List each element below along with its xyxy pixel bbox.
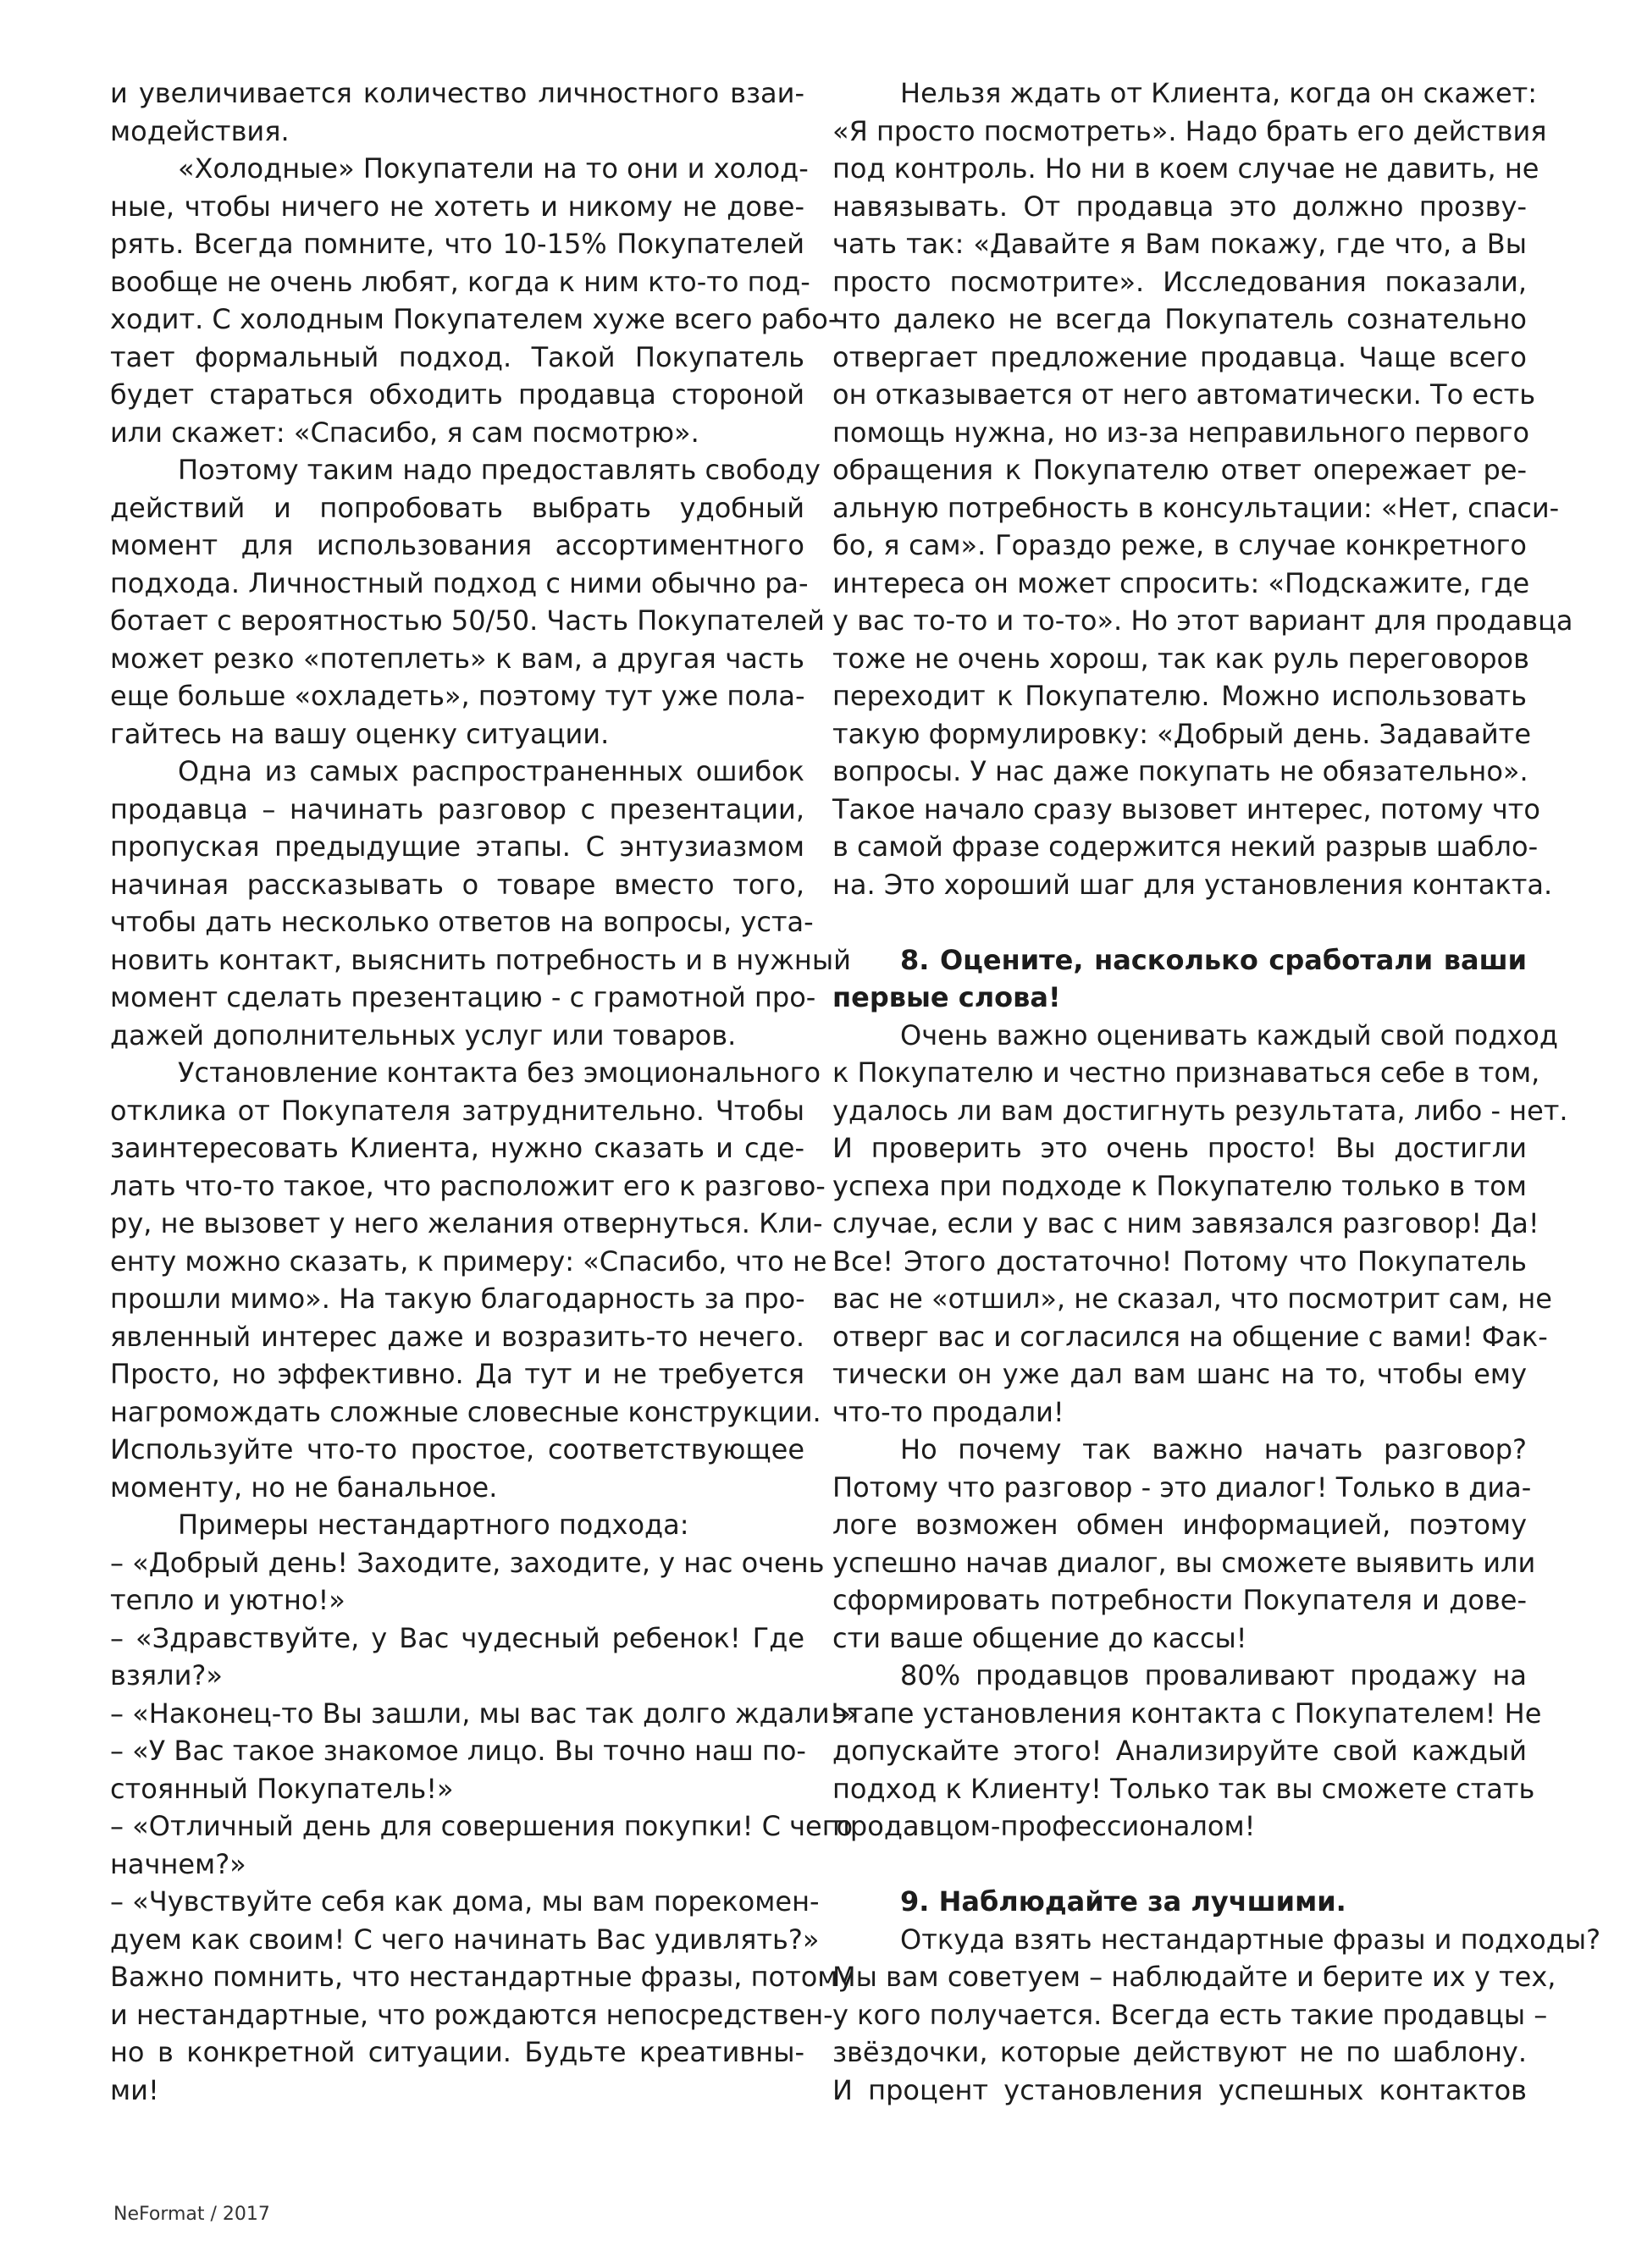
text-line: продавцом-профессионалом! (832, 1810, 1256, 1842)
text-line: лать что-то такое, что расположит его к разгово- (110, 1169, 826, 1202)
text-line: – «У Вас такое знакомое лицо. Вы точно наш по- (110, 1735, 806, 1767)
text-line: «Холодные» Покупатели на то они и холод- (178, 152, 809, 185)
text-line: у кого получается. Всегда есть такие продавцы – (832, 1998, 1548, 2031)
text-line: прошли мимо». На такую благодарность за про- (110, 1283, 805, 1315)
text-line: моменту, но не банальное. (110, 1471, 498, 1504)
text-line: И проверить это очень просто! Вы достигли (832, 1132, 1527, 1164)
text-line: 80% продавцов проваливают продажу на (900, 1659, 1527, 1691)
text-line: И процент установления успешных контактов (832, 2073, 1527, 2106)
text-line: – «Наконец-то Вы зашли, мы вас так долго ждали!» (110, 1697, 858, 1730)
text-line: Просто, но эффективно. Да тут и не требуется (110, 1358, 804, 1390)
text-line: Одна из самых распространенных ошибок (178, 755, 804, 787)
text-line: Нельзя ждать от Клиента, когда он скажет: (900, 77, 1538, 109)
text-line: Потому что разговор - это диалог! Только в диа- (832, 1471, 1532, 1504)
text-line: отвергает предложение продавца. Чаще всего (832, 340, 1527, 373)
text-line: тает формальный подход. Такой Покупатель (110, 340, 804, 373)
text-line: может резко «потеплеть» к вам, а другая часть (110, 642, 804, 675)
text-line: вообще не очень любят, когда к ним кто-то под- (110, 265, 810, 298)
text-line: пропуская предыдущие этапы. С энтузиазмом (110, 830, 804, 863)
section-heading-line: 8. Оцените, насколько сработали ваши (900, 943, 1527, 976)
text-line: тически он уже дал вам шанс на то, чтобы ему (832, 1358, 1527, 1390)
text-line: дуем как своим! С чего начинать Вас удивлять?» (110, 1923, 820, 1956)
text-line: он отказывается от него автоматически. То есть (832, 378, 1536, 411)
text-line: под контроль. Но ни в коем случае не давить, не (832, 152, 1539, 185)
text-line: случае, если у вас с ним завязался разговор! Да! (832, 1207, 1539, 1239)
text-line: этапе установления контакта с Покупателем! Не (832, 1697, 1542, 1730)
text-line: начиная рассказывать о товаре вместо того, (110, 868, 804, 901)
text-line: Все! Этого достаточно! Потому что Покупатель (832, 1244, 1527, 1277)
text-line: подход к Клиенту! Только так вы сможете стать (832, 1772, 1535, 1805)
text-line: звёздочки, которые действуют не по шаблону. (832, 2036, 1527, 2068)
text-line: на. Это хороший шаг для установления контакта. (832, 868, 1553, 901)
text-line: такую формулировку: «Добрый день. Задавайте (832, 717, 1531, 750)
text-line: гайтесь на вашу оценку ситуации. (110, 717, 610, 750)
text-line: енту можно сказать, к примеру: «Спасибо, что не (110, 1244, 827, 1277)
text-line: явленный интерес даже и возразить-то нечего. (110, 1320, 804, 1353)
text-line: момент для использования ассортиментного (110, 529, 804, 561)
text-line: тоже не очень хорош, так как руль переговоров (832, 642, 1529, 675)
text-line: взяли?» (110, 1659, 223, 1691)
text-line: Поэтому таким надо предоставлять свободу (178, 454, 821, 486)
text-line: сформировать потребности Покупателя и дове- (832, 1584, 1527, 1616)
text-line: модействия. (110, 114, 290, 147)
section-heading-line: первые слова! (832, 981, 1061, 1013)
paragraph-gap (832, 1846, 1527, 1884)
text-line: ботает с вероятностью 50/50. Часть Покупателей (110, 604, 825, 637)
text-line: – «Добрый день! Заходите, заходите, у нас очень (110, 1546, 825, 1579)
text-line: и нестандартные, что рождаются непосредствен- (110, 1998, 833, 2031)
text-line: чать так: «Давайте я Вам покажу, где что, а Вы (832, 228, 1527, 260)
text-line: Мы вам советуем – наблюдайте и берите их у тех, (832, 1961, 1556, 1993)
text-line: рять. Всегда помните, что 10-15% Покупателей (110, 228, 804, 260)
text-line: бо, я сам». Гораздо реже, в случае конкретного (832, 529, 1527, 561)
paragraph-gap (832, 903, 1527, 941)
text-line: сти ваше общение до кассы! (832, 1621, 1247, 1654)
text-line: помощь нужна, но из-за неправильного первого (832, 416, 1530, 449)
text-line: успешно начав диалог, вы сможете выявить или (832, 1546, 1536, 1579)
text-line: альную потребность в консультации: «Нет, спаси- (832, 491, 1560, 524)
text-line: ходит. С холодным Покупателем хуже всего рабо- (110, 303, 838, 335)
article-column-right (832, 74, 1601, 2109)
text-line: логе возможен обмен информацией, поэтому (832, 1509, 1527, 1541)
text-line: – «Здравствуйте, у Вас чудесный ребенок! Где (110, 1621, 804, 1654)
text-line: Примеры нестандартного подхода: (178, 1509, 689, 1541)
text-line: навязывать. От продавца это должно прозву- (832, 190, 1527, 223)
text-line: просто посмотрите». Исследования показали, (832, 265, 1527, 298)
text-line: нагромождать сложные словесные конструкции. (110, 1395, 821, 1428)
text-line: заинтересовать Клиента, нужно сказать и сде- (110, 1132, 804, 1164)
text-line: удалось ли вам достигнуть результата, либо - нет. (832, 1094, 1568, 1127)
text-line: Очень важно оценивать каждый свой подход (900, 1018, 1558, 1051)
text-line: отклика от Покупателя затруднительно. Чтобы (110, 1094, 804, 1127)
text-line: момент сделать презентацию - с грамотной про- (110, 981, 816, 1013)
text-line: Установление контакта без эмоционального (178, 1057, 821, 1089)
text-line: тепло и уютно!» (110, 1584, 345, 1616)
text-line: интереса он может спросить: «Подскажите, где (832, 566, 1530, 599)
text-line: Такое начало сразу вызовет интерес, потому что (832, 792, 1540, 825)
text-line: ные, чтобы ничего не хотеть и никому не дове- (110, 190, 804, 223)
text-line: начнем?» (110, 1847, 246, 1880)
text-line: Важно помнить, что нестандартные фразы, потому (110, 1961, 854, 1993)
text-line: чтобы дать несколько ответов на вопросы, уста- (110, 906, 814, 938)
text-line: к Покупателю и честно признаваться себе в том, (832, 1057, 1540, 1089)
text-line: вас не «отшил», не сказал, что посмотрит сам, не (832, 1283, 1552, 1315)
text-line: – «Чувствуйте себя как дома, мы вам порекомен- (110, 1885, 820, 1918)
text-line: подхода. Личностный подход с ними обычно ра- (110, 566, 809, 599)
text-line: что-то продали! (832, 1395, 1064, 1428)
text-line: успеха при подходе к Покупателю только в том (832, 1169, 1527, 1202)
text-line: действий и попробовать выбрать удобный (110, 491, 804, 524)
text-line: будет стараться обходить продавца стороной (110, 378, 804, 411)
text-line: новить контакт, выяснить потребность и в нужный (110, 943, 851, 976)
text-line: обращения к Покупателю ответ опережает ре- (832, 454, 1527, 486)
text-line: вопросы. У нас даже покупать не обязательно». (832, 755, 1528, 787)
text-line: дажей дополнительных услуг или товаров. (110, 1018, 737, 1051)
page-footer: NeFormat / 2017 (113, 2204, 270, 2225)
text-line: продавца – начинать разговор с презентации, (110, 792, 804, 825)
text-line: допускайте этого! Анализируйте свой каждый (832, 1735, 1527, 1767)
article-column-left (110, 74, 858, 2109)
text-line: Но почему так важно начать разговор? (900, 1433, 1527, 1465)
text-line: «Я просто посмотреть». Надо брать его действия (832, 114, 1547, 147)
section-heading-line: 9. Наблюдайте за лучшими. (900, 1885, 1346, 1918)
text-line: что далеко не всегда Покупатель сознательно (832, 303, 1527, 335)
text-line: стоянный Покупатель!» (110, 1772, 454, 1805)
text-line: или скажет: «Спасибо, я сам посмотрю». (110, 416, 699, 449)
text-line: в самой фразе содержится некий разрыв шабло- (832, 830, 1539, 863)
text-line: но в конкретной ситуации. Будьте креативны- (110, 2036, 804, 2068)
text-line: ми! (110, 2073, 159, 2106)
text-line: еще больше «охладеть», поэтому тут уже пола- (110, 680, 805, 712)
text-line: переходит к Покупателю. Можно использовать (832, 680, 1527, 712)
text-line: у вас то-то и то-то». Но этот вариант для продавца (832, 604, 1573, 637)
text-line: – «Отличный день для совершения покупки! С чего (110, 1810, 854, 1842)
text-line: ру, не вызовет у него желания отвернуться. Кли- (110, 1207, 823, 1239)
text-line: Используйте что-то простое, соответствующее (110, 1433, 804, 1465)
text-line: отверг вас и согласился на общение с вами! Фак- (832, 1320, 1548, 1353)
text-line: Откуда взять нестандартные фразы и подходы? (900, 1923, 1601, 1956)
text-line: и увеличивается количество личностного взаи- (110, 77, 804, 109)
